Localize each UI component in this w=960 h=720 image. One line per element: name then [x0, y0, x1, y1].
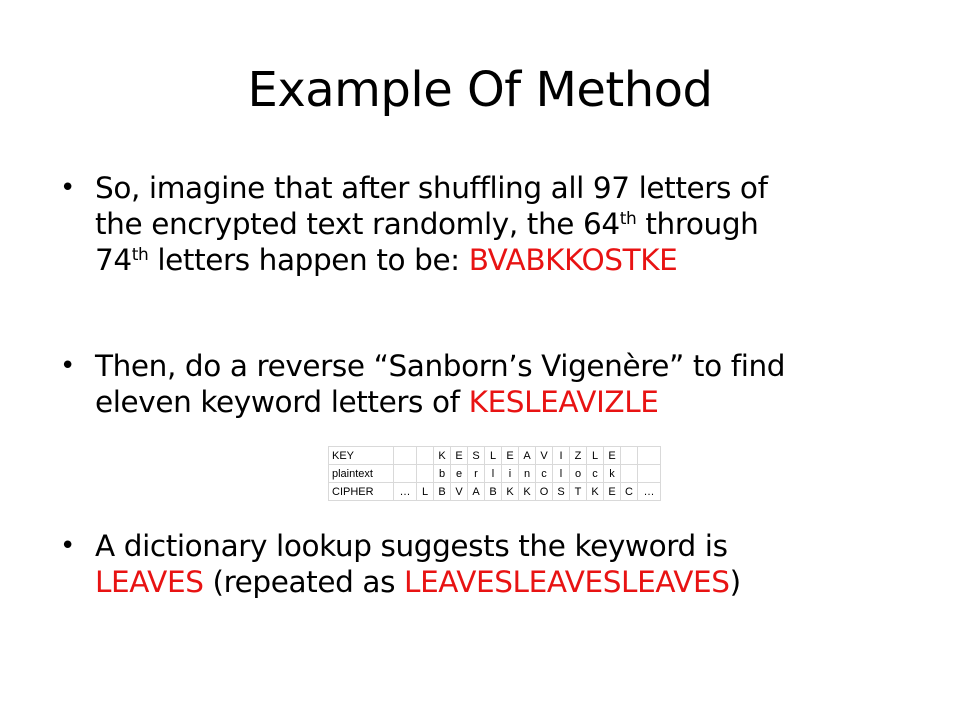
table-cell: l	[485, 465, 502, 483]
table-cell: S	[553, 483, 570, 501]
bullet-2-line-1: Then, do a reverse “Sanborn’s Vigenère” to find	[95, 349, 786, 383]
table-cell	[621, 465, 638, 483]
bullet-1-highlight: BVABKKOSTKE	[468, 243, 678, 277]
bullet-3-highlight-1: LEAVES	[95, 565, 204, 599]
row-label: CIPHER	[329, 483, 394, 501]
table-cell: n	[519, 465, 536, 483]
table-cell: C	[621, 483, 638, 501]
table-cell: T	[570, 483, 587, 501]
table-cell: l	[553, 465, 570, 483]
table-cell	[621, 447, 638, 465]
table-cell: E	[604, 447, 621, 465]
bullet-1-text-74: 74	[95, 243, 132, 277]
slide-title: Example Of Method	[247, 62, 713, 118]
table-cell: Z	[570, 447, 587, 465]
table-cell: L	[417, 483, 434, 501]
bullet-1-line-2: the encrypted text randomly, the 64	[95, 207, 620, 241]
table-cell: V	[536, 447, 553, 465]
table-cell: k	[604, 465, 621, 483]
bullet-item-1	[60, 170, 925, 278]
table-cell	[417, 465, 434, 483]
table-cell: e	[451, 465, 468, 483]
bullet-1-superscript-2: th	[131, 245, 149, 265]
bullet-dot-icon: •	[60, 173, 75, 203]
table-cell: S	[468, 447, 485, 465]
bullet-3-highlight-2: LEAVESLEAVESLEAVES	[404, 565, 730, 599]
bullet-1-line-1: So, imagine that after shuffling all 97 letters of	[95, 171, 768, 205]
bullet-2-highlight: KESLEAVIZLE	[468, 385, 659, 419]
table-cell	[638, 447, 661, 465]
table-cell	[417, 447, 434, 465]
table-cell: K	[587, 483, 604, 501]
bullet-3-text: (repeated as	[203, 565, 405, 599]
table-cell: A	[519, 447, 536, 465]
bullet-item-2	[60, 348, 925, 420]
table-cell: c	[587, 465, 604, 483]
bullet-3-text-end: )	[729, 565, 741, 599]
table-cell: r	[468, 465, 485, 483]
row-label: KEY	[329, 447, 394, 465]
cipher-table	[328, 446, 661, 501]
table-cell: L	[587, 447, 604, 465]
table-cell: E	[502, 447, 519, 465]
table-cell: B	[485, 483, 502, 501]
table-cell: i	[502, 465, 519, 483]
table-cell	[394, 465, 417, 483]
bullet-dot-icon: •	[60, 531, 75, 561]
table-row	[329, 447, 661, 465]
table-cell: B	[434, 483, 451, 501]
table-cell: O	[536, 483, 553, 501]
table-cell: K	[519, 483, 536, 501]
table-cell	[638, 465, 661, 483]
table-cell: …	[394, 483, 417, 501]
bullet-item-3	[60, 528, 925, 600]
bullet-2-line-2: eleven keyword letters of	[95, 385, 469, 419]
table-cell: …	[638, 483, 661, 501]
table-cell: o	[570, 465, 587, 483]
bullet-1-superscript-1: th	[619, 209, 637, 229]
table-row	[329, 465, 661, 483]
bullet-1-text-through: through	[636, 207, 759, 241]
table-cell	[394, 447, 417, 465]
bullet-dot-icon: •	[60, 351, 75, 381]
table-cell: E	[604, 483, 621, 501]
table-cell: V	[451, 483, 468, 501]
table-cell: I	[553, 447, 570, 465]
table-cell: K	[502, 483, 519, 501]
table-row	[329, 483, 661, 501]
bullet-3-line-1: A dictionary lookup suggests the keyword is	[95, 529, 728, 563]
bullet-1-text-end: letters happen to be:	[148, 243, 469, 277]
table-cell: E	[451, 447, 468, 465]
table-cell: L	[485, 447, 502, 465]
table-cell: A	[468, 483, 485, 501]
table-cell: K	[434, 447, 451, 465]
table-cell: c	[536, 465, 553, 483]
row-label: plaintext	[329, 465, 394, 483]
table-cell: b	[434, 465, 451, 483]
